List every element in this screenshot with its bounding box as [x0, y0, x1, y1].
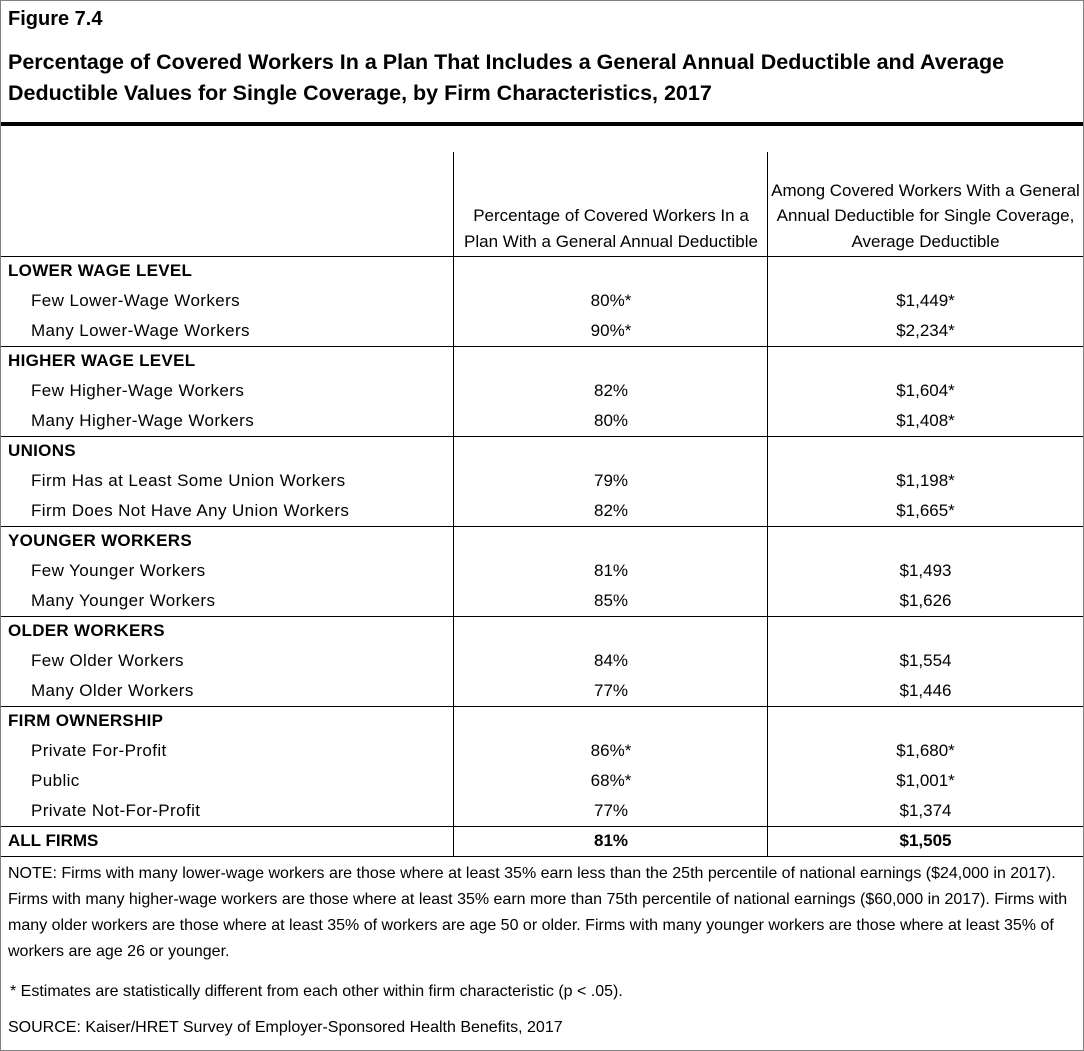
header-percentage: [454, 152, 768, 256]
row-label: Many Higher-Wage Workers: [31, 411, 255, 430]
data-table: [1, 152, 1083, 850]
row-label: Many Lower-Wage Workers: [31, 321, 250, 340]
total-percentage: 81%: [593, 831, 629, 850]
row-label: Few Younger Workers: [31, 561, 206, 580]
row-label: Private For-Profit: [31, 741, 167, 760]
total-row: [1, 826, 1083, 856]
group-heading: HIGHER WAGE LEVEL: [8, 351, 196, 370]
deductible-cell: $2,234*: [896, 321, 955, 340]
percentage-cell: 80%*: [590, 291, 632, 310]
percentage-cell: 82%: [593, 501, 629, 520]
row-label: Many Older Workers: [31, 681, 194, 700]
significance-note: * Estimates are statistically different from each other within firm characteristic (p < .05).: [10, 983, 623, 1000]
percentage-cell: 68%*: [590, 771, 632, 790]
group-heading: YOUNGER WORKERS: [8, 531, 192, 550]
table-row: [1, 796, 1083, 826]
table-row: [1, 586, 1083, 616]
deductible-cell: $1,680*: [896, 741, 955, 760]
deductible-cell: $1,665*: [896, 501, 955, 520]
percentage-cell: 81%: [593, 561, 629, 580]
header-average-deductible: [768, 152, 1083, 256]
deductible-cell: $1,493: [899, 561, 952, 580]
table-note: NOTE: Firms with many lower-wage workers are those where at least 35% earn less than the 25th percentile of national earnings ($24,000 in 2017). Firms with many higher-wage workers are those where at least 35% earn more than 75th percentile of national earnings ($60,000 in 2017). Firms with many older workers are those where at least 35% of workers are age 50 or older. Firms with many younger workers are those where at least 35% of workers are age 26 or younger.: [8, 865, 1068, 960]
deductible-cell: $1,604*: [896, 381, 955, 400]
deductible-cell: $1,446: [899, 681, 952, 700]
percentage-cell: 85%: [593, 591, 629, 610]
header-percentage-text: Percentage of Covered Workers In a Plan With a General Annual Deductible: [464, 206, 758, 251]
row-label: Firm Does Not Have Any Union Workers: [31, 501, 350, 520]
percentage-cell: 77%: [593, 681, 629, 700]
total-label: ALL FIRMS: [8, 831, 99, 850]
table-row: [1, 766, 1083, 796]
table-row: [1, 466, 1083, 496]
percentage-cell: 80%: [593, 411, 629, 430]
table-row: [1, 496, 1083, 526]
percentage-cell: 77%: [593, 801, 629, 820]
row-label: Public: [31, 771, 80, 790]
group-heading-row: [1, 526, 1083, 556]
figure-label: Figure 7.4: [8, 8, 103, 30]
row-label: Few Lower-Wage Workers: [31, 291, 241, 310]
group-heading-row: [1, 706, 1083, 736]
group-heading-row: [1, 346, 1083, 376]
row-label: Private Not-For-Profit: [31, 801, 201, 820]
source-note: SOURCE: Kaiser/HRET Survey of Employer-Sponsored Health Benefits, 2017: [8, 1019, 563, 1036]
group-heading-row: [1, 616, 1083, 646]
percentage-cell: 90%*: [590, 321, 632, 340]
table-row: [1, 676, 1083, 706]
table-row: [1, 286, 1083, 316]
deductible-cell: $1,554: [899, 651, 952, 670]
percentage-cell: 84%: [593, 651, 629, 670]
row-divider: [1, 856, 1083, 857]
deductible-cell: $1,374: [899, 801, 952, 820]
row-label: Firm Has at Least Some Union Workers: [31, 471, 346, 490]
title-rule: [1, 122, 1083, 126]
group-heading: FIRM OWNERSHIP: [8, 711, 164, 730]
group-heading: UNIONS: [8, 441, 76, 460]
table-row: [1, 406, 1083, 436]
total-deductible: $1,505: [899, 831, 952, 850]
deductible-cell: $1,198*: [896, 471, 955, 490]
table-row: [1, 736, 1083, 766]
deductible-cell: $1,626: [899, 591, 952, 610]
table-header: [1, 152, 1083, 256]
deductible-cell: $1,449*: [896, 291, 955, 310]
deductible-cell: $1,408*: [896, 411, 955, 430]
percentage-cell: 82%: [593, 381, 629, 400]
table-row: [1, 376, 1083, 406]
row-label: Few Higher-Wage Workers: [31, 381, 245, 400]
deductible-cell: $1,001*: [896, 771, 955, 790]
row-label: Few Older Workers: [31, 651, 184, 670]
percentage-cell: 86%*: [590, 741, 632, 760]
group-heading: LOWER WAGE LEVEL: [8, 261, 193, 280]
table-row: [1, 556, 1083, 586]
header-average-deductible-text: Among Covered Workers With a General Annual Deductible for Single Coverage, Average Deductible: [771, 180, 1080, 251]
figure-title: Percentage of Covered Workers In a Plan That Includes a General Annual Deductible and Average Deductible Values for Single Coverage, by Firm Characteristics, 2017: [8, 50, 1005, 105]
percentage-cell: 79%: [593, 471, 629, 490]
group-heading-row: [1, 436, 1083, 466]
group-heading-row: [1, 256, 1083, 286]
row-label: Many Younger Workers: [31, 591, 216, 610]
table-row: [1, 646, 1083, 676]
group-heading: OLDER WORKERS: [8, 621, 165, 640]
table-row: [1, 316, 1083, 346]
